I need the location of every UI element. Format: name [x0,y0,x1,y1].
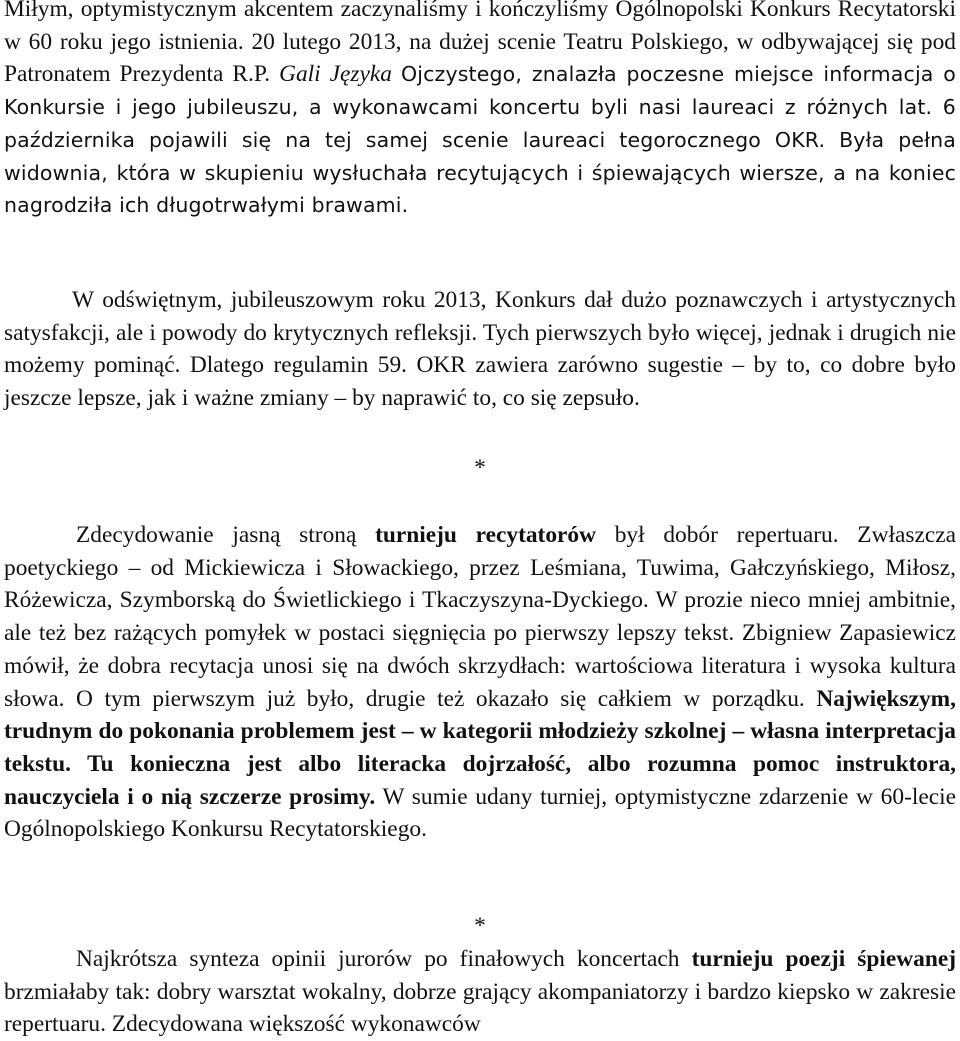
paragraph-sung-poetry [4,943,956,1041]
sung-poetry-tournament-bold: turnieju poezji śpiewanej [691,946,957,972]
paragraph-sung-poetry-text-a: Najkrótsza synteza opinii jurorów po finałowych koncertach [76,946,680,972]
recitation-tournament-bold: turnieju recytatorów [375,522,597,548]
paragraph-intro-text-c: Ojczystego, znalazła poczesne miejsce informacja o Konkursie i jego jubileuszu, a wykonawcami koncertu byli nasi laureaci z różnych lat. 6 października pojawili się na tej samej scenie laureaci tegorocznego OKR. Była pełna widownia, która w skupieniu wysłuchała recytujących i śpiewających wiersze, a na koniec nagrodziła ich długotrwałymi brawami. [4,62,956,218]
gala-title: Gali Języka [279,61,392,88]
paragraph-jubilee [4,284,956,415]
paragraph-sung-poetry-text-c: brzmiałaby tak: dobry warsztat wokalny, dobrze grający akompaniatorzy i bardzo kiepsko w zakresie repertuaru. Zdecydowana większość wykonawców [4,978,956,1038]
section-separator: * [474,913,486,939]
paragraph-intro-text-a: Miłym, optymistycznym akcentem zaczynaliśmy i kończyliśmy Ogólnopolski Konkurs Recytatorski w 60 roku jego istnienia. 20 lutego 2013, na dużej scenie Teatru Polskiego, w odbywającej się pod Patronatem Prezydenta R.P. [4,0,956,88]
paragraph-recitation-text-e: W sumie udany turniej, optymistyczne zdarzenie w 60-lecie Ogólnopolskiego Konkursu Recytatorskiego. [4,783,956,843]
problem-statement-bold: Największym, trudnym do pokonania problemem jest – w kategorii młodzieży szkolnej – własna interpretacja tekstu. Tu konieczna jest albo literacka dojrzałość, albo rozumna pomoc instruktora, nauczyciela i o nią szczerze prosimy. [4,685,956,810]
paragraph-intro [4,0,956,222]
section-separator: * [474,455,486,481]
paragraph-recitation-text-a: Zdecydowanie jasną stroną [76,522,357,548]
paragraph-recitation-text-c: był dobór repertuaru. Zwłaszcza poetyckiego – od Mickiewicza i Słowackiego, przez Leśmiana, Tuwima, Gałczyńskiego, Miłosz, Różewicza, Szymborską do Świetlickiego i Tkaczyszyna-Dyckiego. W prozie nieco mniej ambitnie, ale też bez rażących pomyłek w postaci sięgnięcia po pierwszy lepszy tekst. Zbigniew Zapasiewicz mówił, że dobra recytacja unosi się na dwóch skrzydłach: wartościowa literatura i wysoka kultura słowa. O tym pierwszym już było, drugie też okazało się całkiem w porządku. [4,522,956,712]
paragraph-jubilee-text: W odświętnym, jubileuszowym roku 2013, Konkurs dał dużo poznawczych i artystycznych satysfakcji, ale i powody do krytycznych refleksji. Tych pierwszych było więcej, jednak i drugich nie możemy pominąć. Dlatego regulamin 59. OKR zawiera zarówno sugestie – by to, co dobre było jeszcze lepsze, jak i ważne zmiany – by naprawić to, co się zepsuło. [4,287,956,412]
paragraph-recitation [4,519,956,846]
